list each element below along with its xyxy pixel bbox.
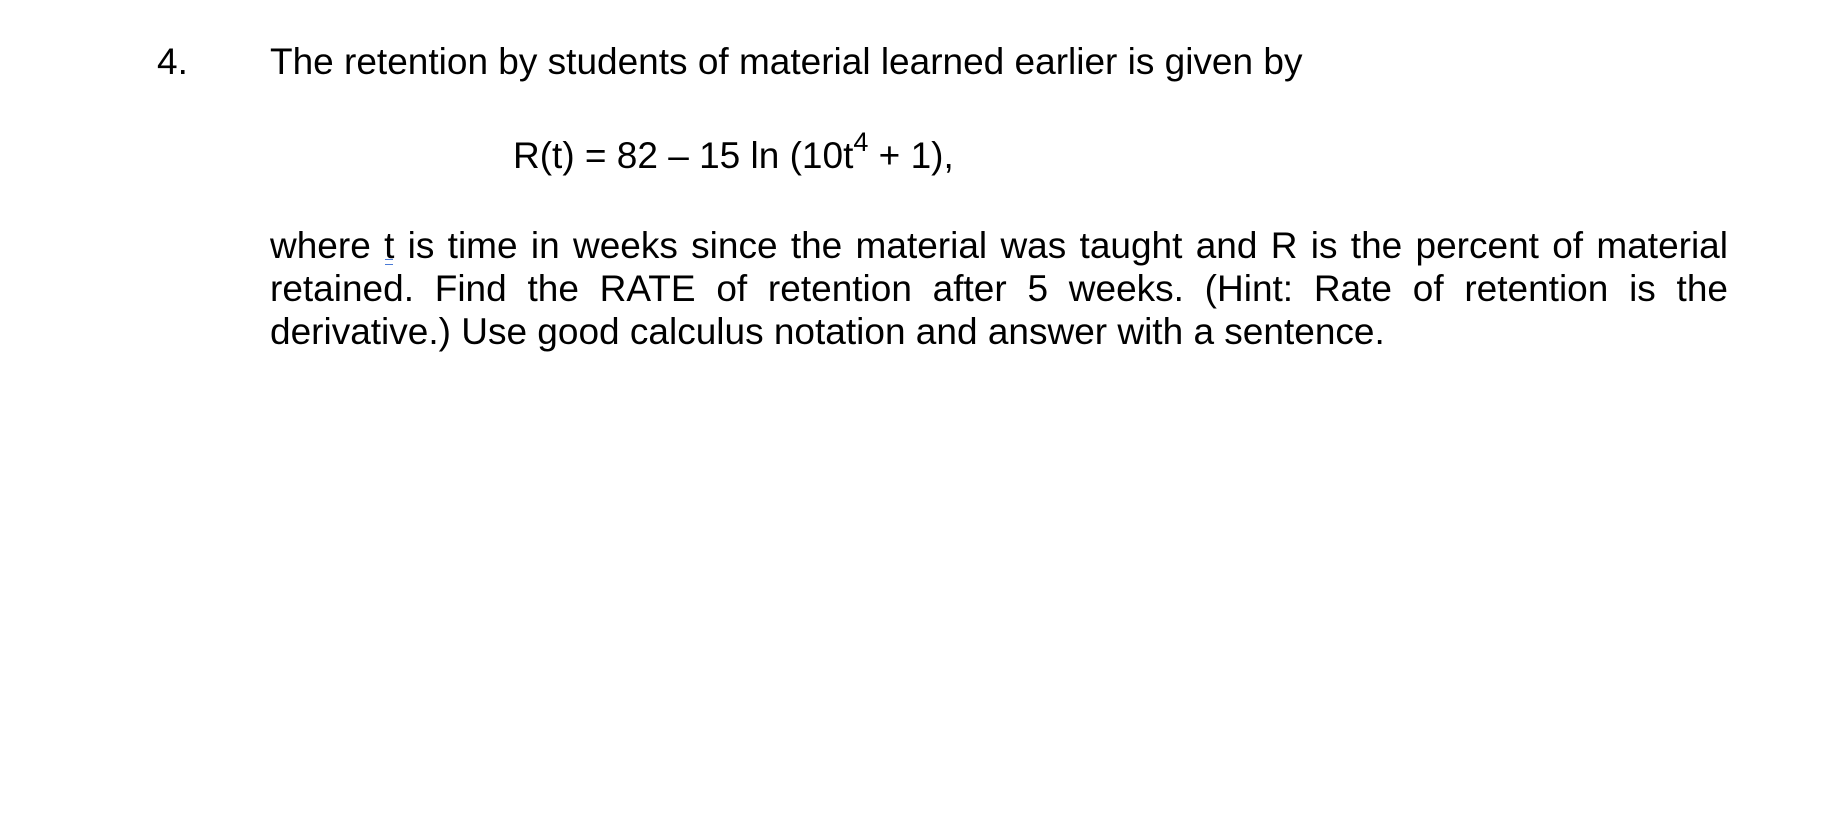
body-text-start: where xyxy=(270,225,385,266)
equation-exponent: 4 xyxy=(853,126,869,157)
problem-intro: The retention by students of material learned earlier is given by xyxy=(270,41,1303,82)
equation-suffix: + 1), xyxy=(868,135,954,176)
variable-t[interactable] xyxy=(384,224,394,267)
problem-number: 4. xyxy=(157,41,188,82)
problem-body xyxy=(270,224,1728,353)
body-text-rest: is time in weeks since the material was taught and R is the percent of material retained. Find the RATE of retention after 5 weeks. (Hint: Rate of retention is the derivative.) Use good calculus notation and answer with a sentence. xyxy=(270,225,1728,352)
variable-t-label: t xyxy=(384,225,395,266)
retention-equation xyxy=(513,126,954,178)
smart-tag-underline[interactable] xyxy=(385,259,393,265)
equation-main: R(t) = 82 – 15 ln (10t xyxy=(513,135,854,176)
